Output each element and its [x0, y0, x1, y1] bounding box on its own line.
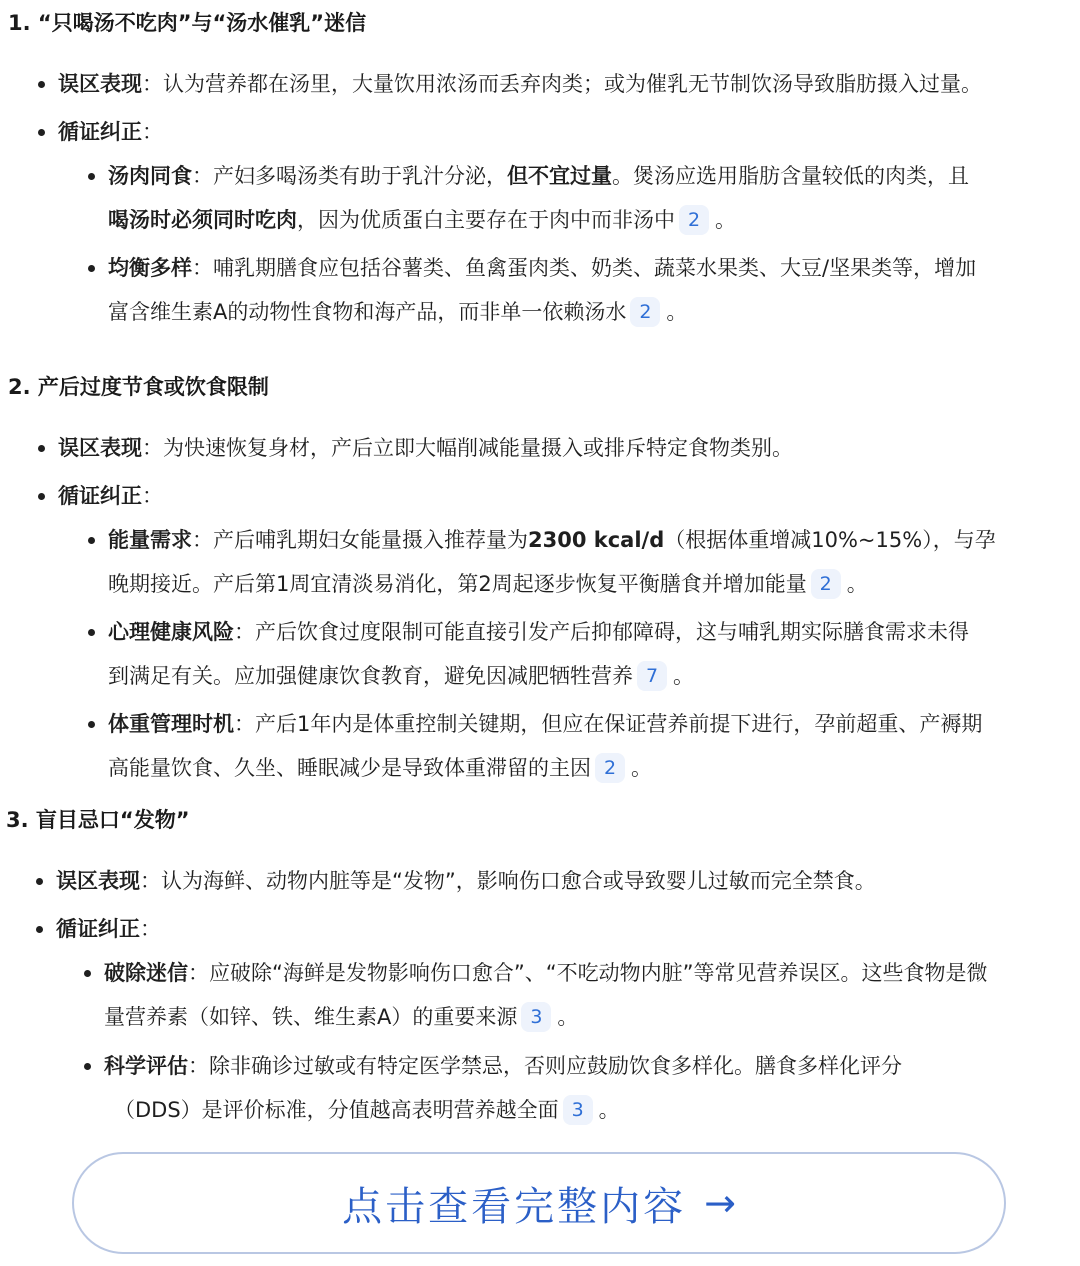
citation-badge[interactable]: 7: [637, 661, 667, 691]
citation-badge[interactable]: 2: [811, 569, 841, 599]
bullet-dot: [88, 173, 95, 180]
citation-badge[interactable]: 2: [595, 753, 625, 783]
bullet-dot: [38, 81, 45, 88]
s3-bullet-correction: 循证纠正：: [56, 907, 161, 951]
s3-sub-evaluation: 科学评估：除非确诊过敏或有特定医学禁忌，否则应鼓励饮食多样化。膳食多样化评分 （DDS）是评价标准，分值越高表明营养越全面 3 。: [104, 1044, 902, 1132]
bullet-dot: [84, 970, 91, 977]
label-misconception: 误区表现: [58, 72, 142, 96]
bullet-dot: [38, 493, 45, 500]
s3-bullet-misconception: 误区表现：认为海鲜、动物内脏等是“发物”，影响伤口愈合或导致婴儿过敏而完全禁食。: [56, 859, 876, 903]
section-1-title: 1. “只喝汤不吃肉”与“汤水催乳”迷信: [8, 11, 367, 35]
citation-badge[interactable]: 2: [630, 297, 660, 327]
s3-sub-superstition: 破除迷信：应破除“海鲜是发物影响伤口愈合”、“不吃动物内脏”等常见营养误区。这些食物是微 量营养素（如锌、铁、维生素A）的重要来源 3 。: [104, 951, 988, 1039]
s2-bullet-misconception: 误区表现：为快速恢复身材，产后立即大幅削减能量摄入或排斥特定食物类别。: [58, 426, 793, 470]
bullet-dot: [84, 1063, 91, 1070]
s2-sub-mental-health: 心理健康风险：产后饮食过度限制可能直接引发产后抑郁障碍，这与哺乳期实际膳食需求未得 到满足有关。应加强健康饮食教育，避免因减肥牺牲营养 7 。: [108, 610, 969, 698]
view-full-content-button[interactable]: [72, 1152, 1006, 1254]
citation-badge[interactable]: 2: [679, 205, 709, 235]
s1-sub-soup-meat: 汤肉同食：产妇多喝汤类有助于乳汁分泌，但不宜过量。煲汤应选用脂肪含量较低的肉类，且 喝汤时必须同时吃肉，因为优质蛋白主要存在于肉中而非汤中 2 。: [108, 154, 969, 242]
s2-bullet-correction: 循证纠正：: [58, 474, 163, 518]
bullet-dot: [88, 537, 95, 544]
bullet-dot: [88, 629, 95, 636]
bullet-dot: [36, 878, 43, 885]
bullet-dot: [36, 926, 43, 933]
bullet-dot: [38, 445, 45, 452]
bullet-dot: [38, 129, 45, 136]
view-full-content-label: 点击查看完整内容: [342, 1183, 687, 1230]
s1-bullet-misconception: [58, 62, 982, 106]
citation-badge[interactable]: 3: [563, 1095, 593, 1125]
s2-sub-energy: 能量需求：产后哺乳期妇女能量摄入推荐量为2300 kcal/d（根据体重增减10%~15%），与孕 晚期接近。产后第1周宜清淡易消化，第2周起逐步恢复平衡膳食并增加能量 2 。: [108, 518, 996, 606]
text-misconception: ：认为营养都在汤里，大量饮用浓汤而丢弃肉类；或为催乳无节制饮汤导致脂肪摄入过量。: [142, 72, 982, 96]
bullet-dot: [88, 265, 95, 272]
s1-bullet-correction: 循证纠正：: [58, 110, 163, 154]
citation-badge[interactable]: 3: [521, 1002, 551, 1032]
s2-sub-weight-timing: 体重管理时机：产后1年内是体重控制关键期，但应在保证营养前提下进行，孕前超重、产褥期 高能量饮食、久坐、睡眠减少是导致体重滞留的主因 2 。: [108, 702, 982, 790]
label-correction: 循证纠正: [58, 120, 142, 144]
bullet-dot: [88, 721, 95, 728]
arrow-right-icon: →: [704, 1181, 736, 1225]
s1-sub-balanced: 均衡多样：哺乳期膳食应包括谷薯类、鱼禽蛋肉类、奶类、蔬菜水果类、大豆/坚果类等，增加 富含维生素A的动物性食物和海产品，而非单一依赖汤水 2 。: [108, 246, 976, 334]
section-3-title: 3. 盲目忌口“发物”: [6, 808, 190, 832]
section-2-title: 2. 产后过度节食或饮食限制: [8, 375, 269, 399]
